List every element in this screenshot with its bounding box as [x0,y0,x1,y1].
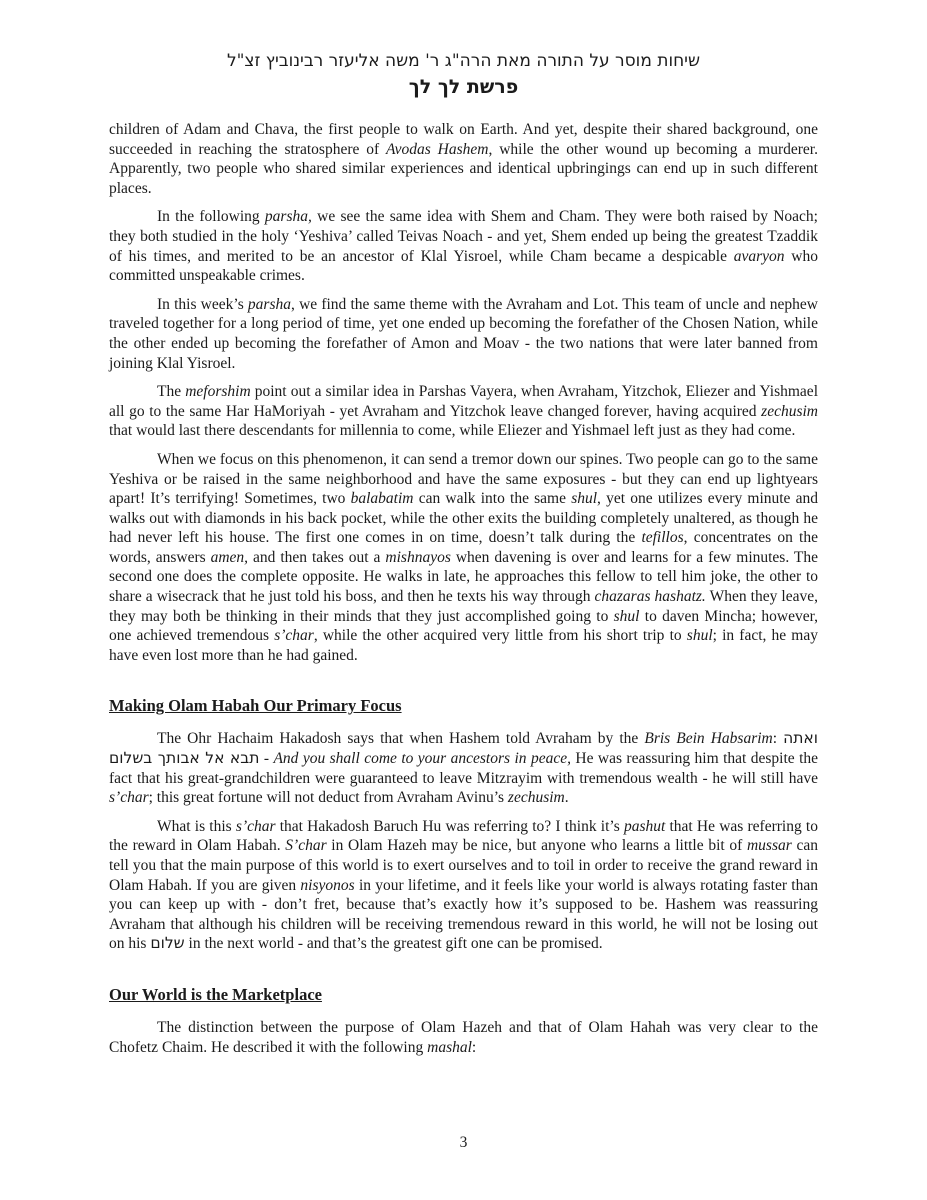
body-text: When we focus on this phenomenon, it can send a tremor down our spines. Two people can go to the same Yeshiva or be raised in the same neighborhood and have the same exposures - but they can end up lightyears apart! It’s terrifying! Sometimes, two [109,450,818,508]
body-text: that would last there descendants for millennia to come, while Eliezer and Yishmael left just as they had come. [109,422,796,440]
paragraph [109,207,818,285]
body-text: - [259,750,274,768]
document-header [109,50,818,99]
italic-text: amen, [210,548,249,566]
body-text: He was reassuring him that despite the fact that his great-grandchildren were guaranteed to leave Mitzrayim with tremendous wealth - he will still have [109,750,818,787]
body-text: that Hakadosh Baruch Hu was referring to? I think it’s [275,817,624,835]
italic-text: Bris Bein Habsarim [644,730,773,748]
paragraph [109,450,818,666]
italic-text: avaryon [733,247,785,265]
italic-text: zechusim [761,402,818,420]
body-text: and then takes out a [248,548,386,566]
body-text: ; in fact, he may have even lost more than he had gained. [109,627,818,664]
body-text: : [772,730,784,748]
italic-text: meforshim [185,383,251,401]
body-text: , yet one utilizes every minute and walks out with diamonds in his back pocket, while the other exits the building completely unaltered, as though he had never left his house. The first one comes in on time, doesn’t talk during the [109,490,819,547]
italic-text: Avodas Hashem [386,140,489,158]
paragraph [109,817,818,954]
body-text: point out a similar idea in Parshas Vayera, when Avraham, Yitzchok, Eliezer and Yishmael all go to the same Har HaMoriyah - yet Avraham and Yitzchok leave changed forever, having acquired [109,383,818,420]
paragraph [109,295,818,373]
body-text: who committed unspeakable crimes. [109,247,818,285]
body-text: ; this great fortune will not deduct from Avraham Avinu’s [148,789,508,807]
italic-text: s’char [235,817,276,835]
body-text: can tell you that the main purpose of this world is to exert ourselves and to toil in order to receive the grand reward in Olam Habah. If you are given [109,837,818,894]
body-text: in Olam Hazeh may be nice, but anyone who learns a little bit of [326,837,747,855]
italic-text: tefillos [641,529,684,547]
body-text: , while the other wound up becoming a murderer. Apparently, two people who shared similar experiences and identical upbringings can end up in such different places. [109,140,818,197]
section-heading: Making Olam Habah Our Primary Focus [109,696,402,716]
italic-text: S’char [285,837,327,855]
body-text: , concentrates on the words, answers [109,529,818,566]
hebrew-text: ואתה תבא אל אבותך בשלום [109,729,819,768]
body-text: in your lifetime, and it feels like your world is always rotating faster than you can keep up with - don’t fret, because that’s exactly how it’s supposed to be. Hashem was reassuring Avraham that although his children will be receiving tremendous reward in this world, he will not be losing out on his [109,876,818,953]
paragraph [109,382,818,441]
body-text: What is this [157,817,236,835]
italic-text: nisyonos [300,876,355,894]
italic-text: parsha [247,295,291,313]
italic-text: shul [571,490,598,508]
italic-text: chazaras hashatz. [594,588,706,606]
italic-text: shul [686,627,713,645]
paragraph [109,120,818,198]
italic-text: mashal [427,1038,472,1056]
italic-text: balabatim [350,490,414,508]
parsha-title: פרשת לך לך [408,76,519,98]
paragraph [109,729,818,807]
body-text: In this week’s [157,295,248,313]
section-heading: Our World is the Marketplace [109,984,322,1004]
body-text: children of Adam and Chava, the first people to walk on Earth. And yet, despite their shared background, one succeeded in reaching the stratosphere of [109,121,818,158]
body-text: when davening is over and learns for a few minutes. The second one does the complete opposite. He walks in late, he approaches this fellow to tell him joke, the other to share a wisecrack that he just told his boss, and then he texts his way through [109,548,818,606]
italic-text: mishnayos [385,548,451,566]
italic-text: zechusim [507,789,565,807]
hebrew-title: שיחות מוסר על התורה מאת הרה"ג ר' משה אליעזר רבינוביץ זצ"ל [226,51,701,71]
body-text: The Ohr Hachaim Hakadosh says that when Hashem told Avraham by the [157,730,645,748]
page-number: 3 [459,1134,468,1151]
body-text: The distinction between the purpose of Olam Hazeh and that of Olam Hahah was very clear to the Chofetz Chaim. He described it with the following [109,1018,818,1056]
body-text: can walk into the same [413,490,572,508]
italic-text: mussar [746,837,792,855]
body-text: In the following [157,208,265,226]
body-text: When they leave, they may both be thinking in their minds that they just accomplished going to [109,588,818,625]
italic-text: s’char [274,627,314,645]
body-text: that He was referring to the reward in Olam Habah. [109,817,818,855]
italic-text: pashut [623,817,666,835]
body-text: we see the same idea with Shem and Cham. They were both raised by Noach; they both studied in the holy ‘Yeshiva’ called Teivas Noach - and yet, Shem ended up being the greatest Tzaddik of his times, and merited to be an ancestor of Klal Yisroel, while Cham became a despicable [109,208,818,265]
italic-text: parsha, [264,208,312,226]
hebrew-text: שלום [150,934,185,953]
body-text: . [564,789,569,807]
body-text: : [471,1038,477,1056]
body-text: The [157,383,186,401]
body-text: , we find the same theme with the Avraham and Lot. This team of uncle and nephew traveled together for a long period of time, yet one ended up becoming the forefather of the Chosen Nation, while the other ended up becoming the forefather of Amon and Moav - the two nations that were later banned from joining Klal Yisroel. [109,295,818,372]
paragraph [109,1018,818,1057]
document-body [109,120,818,1057]
body-text: , while the other acquired very little from his short trip to [313,627,687,645]
body-text: to daven Mincha; however, one achieved tremendous [109,607,818,645]
body-text: in the next world - and that’s the greatest gift one can be promised. [184,935,603,953]
italic-text: shul [613,607,640,625]
italic-text: s’char [109,789,149,807]
italic-text: And you shall come to your ancestors in peace, [273,750,571,768]
